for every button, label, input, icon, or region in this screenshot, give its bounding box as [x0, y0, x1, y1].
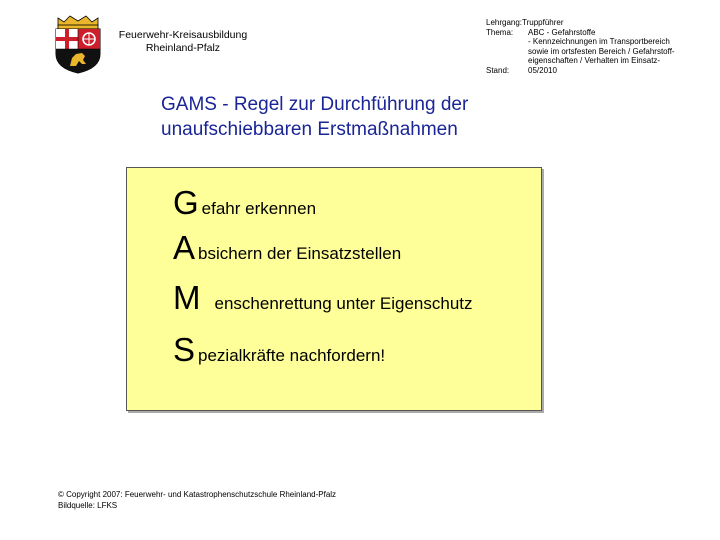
gams-letter: M — [173, 279, 201, 316]
date-row — [486, 66, 675, 76]
topic-line: - Kennzeichnungen im Transportbereich — [528, 37, 670, 47]
course-meta — [486, 18, 675, 76]
gams-item — [173, 231, 401, 264]
coat-of-arms-logo — [52, 14, 104, 74]
organization-name — [108, 29, 258, 55]
gams-item — [173, 333, 385, 366]
gams-item — [173, 186, 316, 219]
gams-letter: A — [173, 229, 196, 266]
gams-letter: S — [173, 331, 196, 368]
gams-text: enschenrettung unter Eigenschutz — [214, 294, 473, 313]
topic-line: sowie im ortsfesten Bereich / Gefahrstoff- — [528, 46, 675, 56]
slide-title — [161, 92, 468, 142]
gams-text: efahr erkennen — [201, 199, 317, 218]
gams-text: pezialkräfte nachfordern! — [198, 346, 386, 365]
gams-item — [173, 281, 473, 314]
topic-line: eigenschaften / Verhalten im Einsatz- — [528, 56, 661, 66]
course-line — [486, 18, 675, 28]
title-line-2: unaufschiebbaren Erstmaßnahmen — [161, 119, 458, 140]
gams-letter: G — [173, 184, 199, 221]
copyright-text: © Copyright 2007: Feuerwehr- und Katastrophenschutzschule Rheinland-Pfalz — [58, 490, 337, 499]
title-line-1: GAMS - Regel zur Durchführung der — [161, 94, 469, 115]
date-label: Stand: — [486, 65, 510, 75]
footer — [58, 489, 336, 511]
org-line-2: Rheinland-Pfalz — [145, 42, 221, 54]
gams-text: bsichern der Einsatzstellen — [198, 244, 402, 263]
topic-label: Thema: — [486, 27, 514, 37]
date-value: 05/2010 — [528, 65, 557, 75]
topic-line: ABC - Gefahrstoffe — [528, 27, 596, 37]
gams-panel — [126, 167, 542, 411]
org-line-1: Feuerwehr-Kreisausbildung — [118, 29, 248, 41]
course-value: Truppführer — [522, 18, 564, 27]
image-source-text: Bildquelle: LFKS — [58, 501, 118, 510]
course-label: Lehrgang: — [486, 18, 523, 27]
topic-row — [486, 28, 675, 66]
